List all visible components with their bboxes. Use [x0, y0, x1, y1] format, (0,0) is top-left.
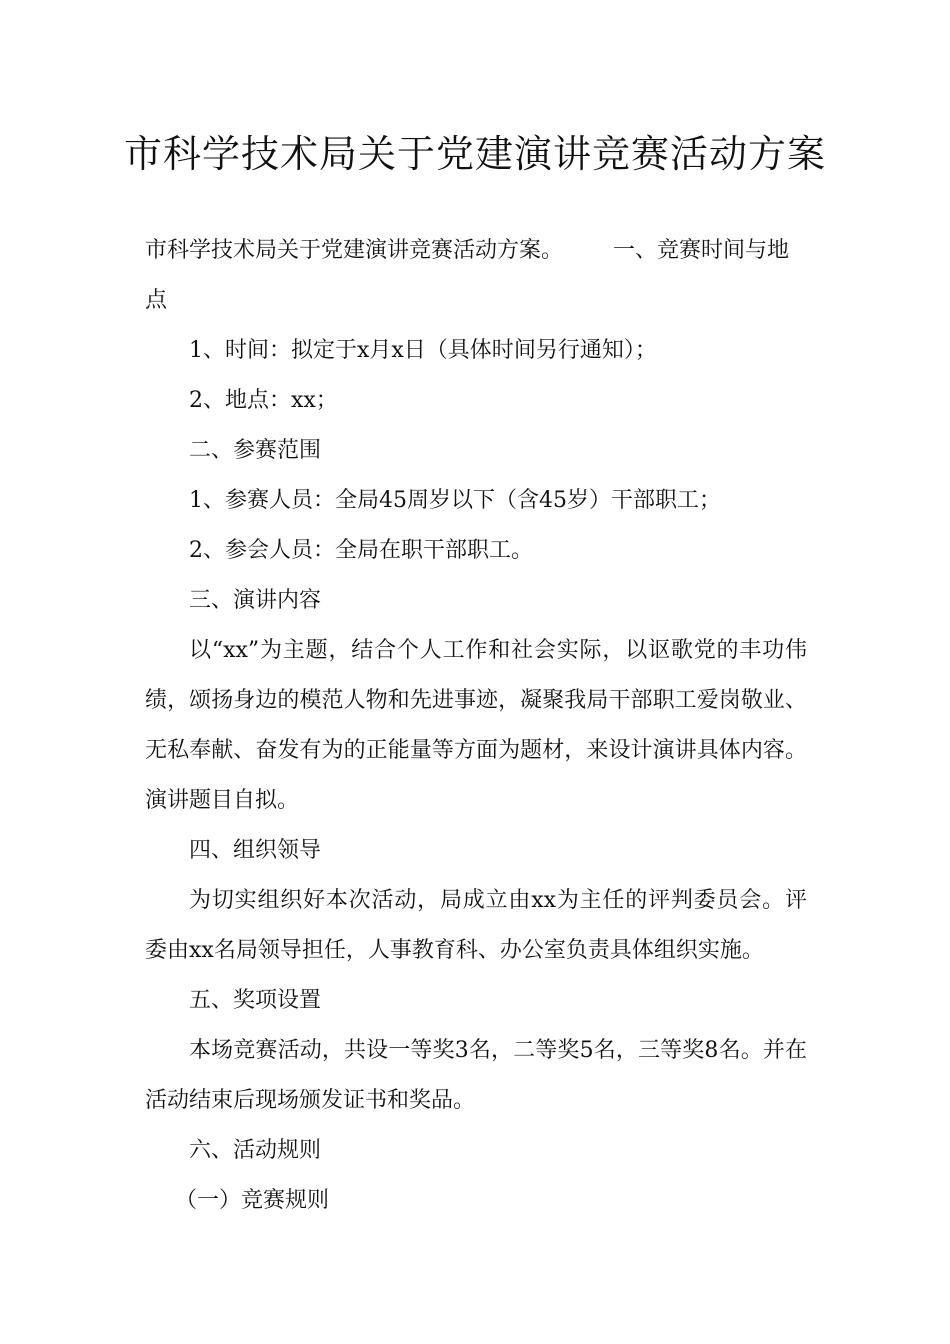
time-item: 1、时间：拟定于x月x日（具体时间另行通知）； — [189, 338, 657, 363]
awards-paragraph: 本场竞赛活动，共设一等奖3名，二等奖5名，三等奖8名。并在活动结束后现场颁发证书和奖品。 — [145, 1038, 807, 1113]
intro-text: 市科学技术局关于党建演讲竞赛活动方案。 — [145, 238, 564, 263]
section-heading-3: 三、演讲内容 — [189, 588, 322, 613]
section-heading-6: 六、活动规则 — [189, 1138, 322, 1163]
participants-item: 1、参赛人员：全局45周岁以下（含45岁）干部职工； — [189, 488, 721, 513]
subsection-heading-1: （一）竞赛规则 — [175, 1188, 330, 1213]
document-body — [145, 226, 807, 1226]
content-paragraph: 以“xx”为主题，结合个人工作和社会实际，以讴歌党的丰功伟绩，颂扬身边的模范人物和先进事迹，凝聚我局干部职工爱岗敬业、无私奉献、奋发有为的正能量等方面为题材，来设计演讲具体内容。演讲题目自拟。 — [145, 638, 807, 813]
place-item: 2、地点：xx； — [189, 388, 338, 413]
section-heading-5: 五、奖项设置 — [189, 988, 322, 1013]
document-title: 市科学技术局关于党建演讲竞赛活动方案 — [123, 132, 826, 176]
section-heading-2: 二、参赛范围 — [189, 438, 322, 463]
section-heading-1: 一、竞赛时间与地点 — [145, 238, 790, 313]
section-heading-4: 四、组织领导 — [189, 838, 322, 863]
intro-paragraph — [145, 226, 807, 326]
organization-paragraph: 为切实组织好本次活动，局成立由xx为主任的评判委员会。评委由xx名局领导担任，人事教育科、办公室负责具体组织实施。 — [145, 888, 807, 963]
attendees-item: 2、参会人员：全局在职干部职工。 — [189, 538, 533, 563]
